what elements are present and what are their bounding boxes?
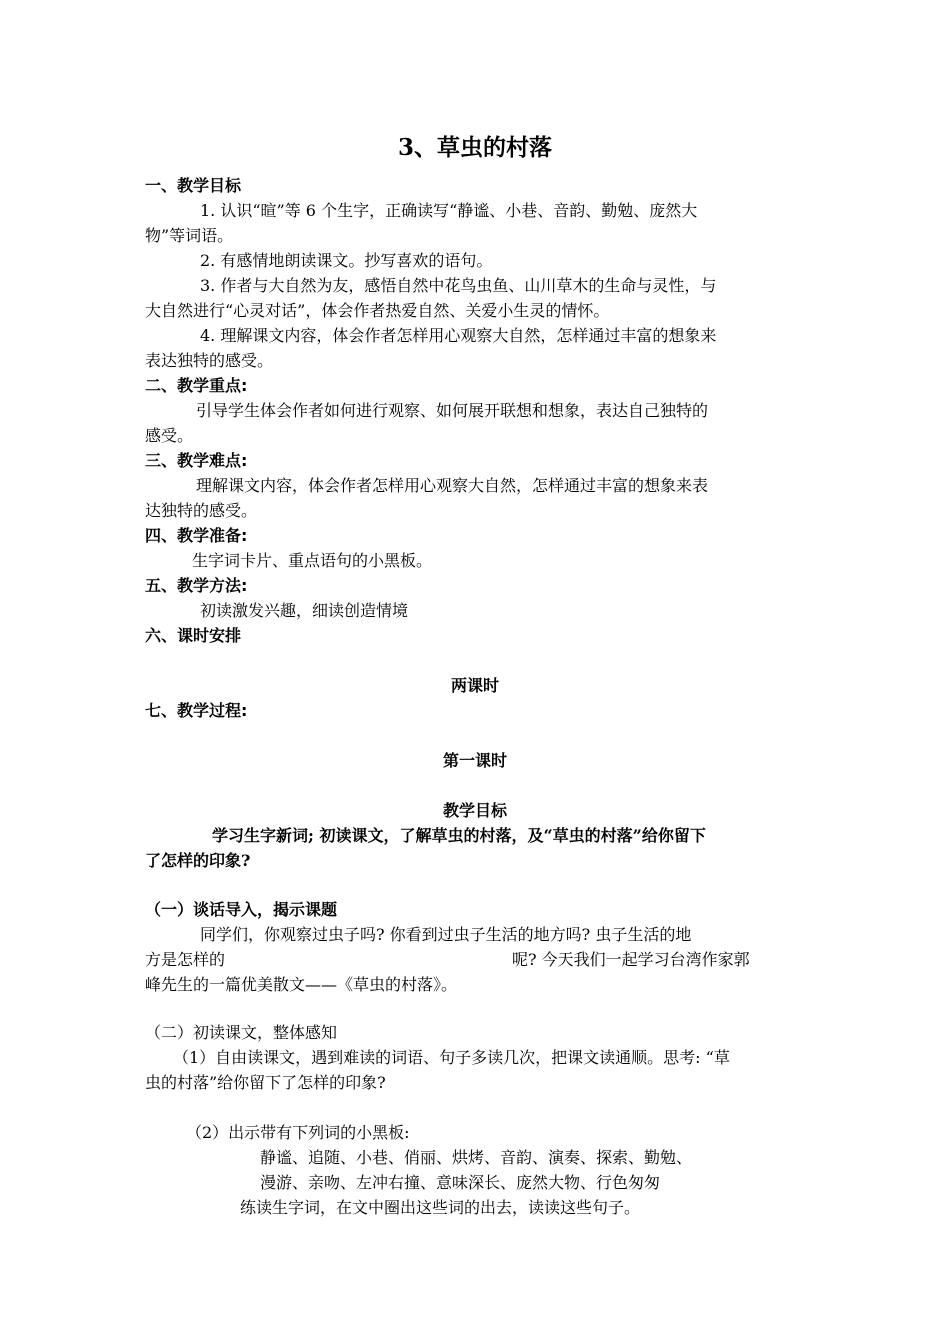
section-heading-schedule: 六、课时安排 bbox=[145, 626, 242, 645]
objective-3-line-1: 3. 作者与大自然为友，感悟自然中花鸟虫鱼、山川草木的生命与灵性，与 bbox=[200, 276, 717, 295]
key-points-line-1: 引导学生体会作者如何进行观察、如何展开联想和想象，表达自己独特的 bbox=[196, 401, 709, 420]
vocabulary-line-2: 漫游、亲吻、左冲右撞、意味深长、庞然大物、行色匆匆 bbox=[260, 1173, 661, 1192]
objective-4-line-1: 4. 理解课文内容，体会作者怎样用心观察大自然，怎样通过丰富的想象来 bbox=[200, 326, 717, 345]
section-heading-process: 七、教学过程: bbox=[145, 701, 248, 720]
lesson-1-heading: 第一课时 bbox=[442, 751, 507, 770]
lesson-goal-line-1: 学习生字新词; 初读课文，了解草虫的村落，及“草虫的村落”给你留下 bbox=[212, 826, 706, 845]
part-1-line-2a: 方是怎样的 bbox=[145, 950, 226, 969]
part-2-line-6: 练读生字词，在文中圈出这些词的出去，读读这些句子。 bbox=[240, 1198, 641, 1217]
schedule-value: 两课时 bbox=[450, 676, 499, 695]
part-1-line-3: 峰先生的一篇优美散文——《草虫的村落》。 bbox=[145, 975, 458, 994]
section-heading-preparation: 四、教学准备: bbox=[145, 526, 248, 545]
page-title: 3、草虫的村落 bbox=[397, 134, 552, 161]
difficulties-line-1: 理解课文内容，体会作者怎样用心观察大自然，怎样通过丰富的想象来表 bbox=[196, 476, 709, 495]
part-2-heading: （二）初读课文，整体感知 bbox=[145, 1023, 338, 1042]
objective-1-line-1: 1. 认识“暄”等 6 个生字，正确读写“静谧、小巷、音韵、勤勉、庞然大 bbox=[200, 201, 698, 220]
section-heading-key-points: 二、教学重点: bbox=[145, 376, 248, 395]
methods-text: 初读激发兴趣，细读创造情境 bbox=[200, 601, 409, 620]
section-heading-difficulties: 三、教学难点: bbox=[145, 451, 248, 470]
preparation-text: 生字词卡片、重点语句的小黑板。 bbox=[192, 551, 433, 570]
objective-1-line-2: 物”等词语。 bbox=[145, 226, 234, 245]
part-1-heading: （一）谈话导入，揭示课题 bbox=[145, 900, 338, 919]
objective-2: 2. 有感情地朗读课文。抄写喜欢的语句。 bbox=[200, 251, 493, 270]
part-2-line-1: （1）自由读课文，遇到难读的词语、句子多读几次，把课文读通顺。思考: “草 bbox=[173, 1048, 730, 1067]
objective-4-line-2: 表达独特的感受。 bbox=[145, 351, 274, 370]
part-2-line-2: 虫的村落”给你留下了怎样的印象? bbox=[145, 1073, 386, 1092]
key-points-line-2: 感受。 bbox=[145, 426, 194, 445]
section-heading-methods: 五、教学方法: bbox=[145, 576, 248, 595]
lesson-goal-line-2: 了怎样的印象? bbox=[145, 851, 251, 870]
part-1-line-1: 同学们，你观察过虫子吗? 你看到过虫子生活的地方吗? 虫子生活的地 bbox=[200, 925, 692, 944]
lesson-goal-heading: 教学目标 bbox=[442, 801, 507, 820]
vocabulary-line-1: 静谧、追随、小巷、俏丽、烘烤、音韵、演奏、探索、勤勉、 bbox=[260, 1148, 693, 1167]
difficulties-line-2: 达独特的感受。 bbox=[145, 501, 258, 520]
section-heading-objectives: 一、教学目标 bbox=[145, 176, 242, 195]
part-1-line-2b: 呢? 今天我们一起学习台湾作家郭 bbox=[512, 950, 750, 969]
objective-3-line-2: 大自然进行“心灵对话”，体会作者热爱自然、关爱小生灵的情怀。 bbox=[145, 301, 610, 320]
part-2-line-3: （2）出示带有下列词的小黑板: bbox=[186, 1123, 410, 1142]
